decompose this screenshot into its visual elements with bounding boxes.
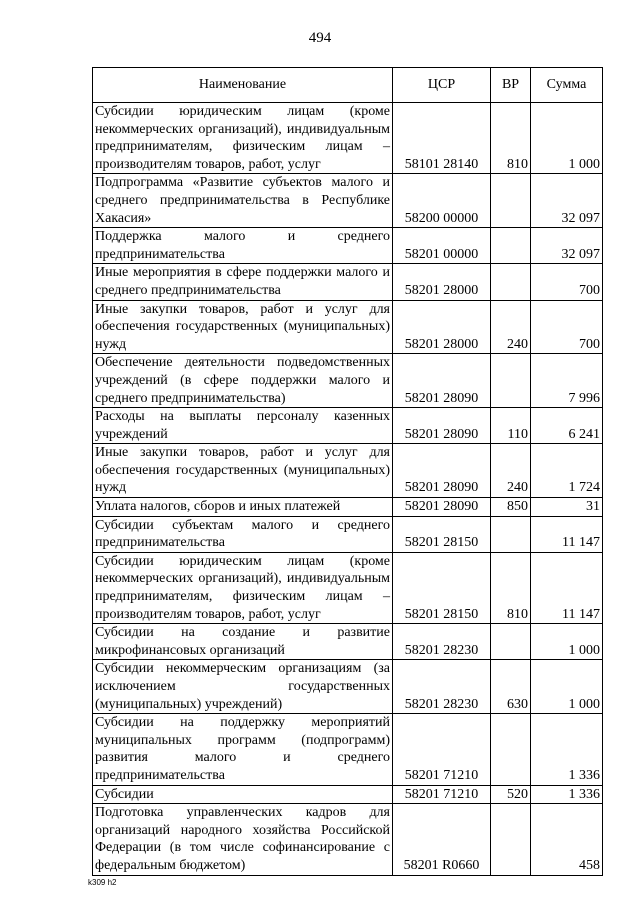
row-vr: 810 (491, 103, 531, 174)
row-sum: 1 336 (531, 785, 603, 804)
row-csr: 58201 28230 (393, 624, 491, 660)
row-sum: 7 996 (531, 354, 603, 408)
header-vr: ВР (491, 68, 531, 103)
row-sum: 1 000 (531, 624, 603, 660)
row-sum: 1 336 (531, 714, 603, 785)
row-vr: 240 (491, 300, 531, 354)
budget-table (92, 67, 603, 876)
table-row (93, 785, 603, 804)
row-csr: 58201 28090 (393, 444, 491, 498)
row-vr: 240 (491, 444, 531, 498)
row-csr: 58201 71210 (393, 714, 491, 785)
row-vr (491, 174, 531, 228)
row-vr (491, 624, 531, 660)
row-vr: 810 (491, 552, 531, 623)
row-sum: 700 (531, 264, 603, 300)
row-sum: 458 (531, 804, 603, 875)
row-name: Субсидии юридическим лицам (кроме некоммерческих организаций), индивидуальным предпринимателям, физическим лицам – производителям товаров, работ, услуг (93, 103, 393, 174)
row-sum: 1 724 (531, 444, 603, 498)
table-row (93, 552, 603, 623)
row-vr (491, 714, 531, 785)
row-csr: 58101 28140 (393, 103, 491, 174)
row-vr: 630 (491, 660, 531, 714)
row-sum: 32 097 (531, 174, 603, 228)
row-sum: 32 097 (531, 228, 603, 264)
row-vr: 110 (491, 408, 531, 444)
row-csr: 58201 00000 (393, 228, 491, 264)
row-csr: 58201 28000 (393, 264, 491, 300)
table-row (93, 354, 603, 408)
row-sum: 6 241 (531, 408, 603, 444)
row-name: Расходы на выплаты персоналу казенных учреждений (93, 408, 393, 444)
row-csr: 58201 28090 (393, 354, 491, 408)
table-row (93, 228, 603, 264)
row-name: Иные закупки товаров, работ и услуг для обеспечения государственных (муниципальных) нужд (93, 444, 393, 498)
row-csr: 58201 28090 (393, 408, 491, 444)
row-name: Иные закупки товаров, работ и услуг для обеспечения государственных (муниципальных) нужд (93, 300, 393, 354)
row-name: Уплата налогов, сборов и иных платежей (93, 498, 393, 517)
row-name: Субсидии на поддержку мероприятий муниципальных программ (подпрограмм) развития малого и среднего предпринимательства (93, 714, 393, 785)
row-name: Поддержка малого и среднего предпринимательства (93, 228, 393, 264)
row-vr (491, 228, 531, 264)
row-csr: 58201 28150 (393, 516, 491, 552)
row-sum: 1 000 (531, 103, 603, 174)
row-sum: 31 (531, 498, 603, 517)
row-sum: 11 147 (531, 516, 603, 552)
header-sum: Сумма (531, 68, 603, 103)
row-vr (491, 804, 531, 875)
table-row (93, 444, 603, 498)
table-header-row (93, 68, 603, 103)
row-name: Субсидии на создание и развитие микрофинансовых организаций (93, 624, 393, 660)
table-row (93, 264, 603, 300)
table-row (93, 804, 603, 875)
row-name: Подготовка управленческих кадров для организаций народного хозяйства Российской Федерации (в том числе софинансирование с федеральным бюджетом) (93, 804, 393, 875)
table-row (93, 498, 603, 517)
row-name: Подпрограмма «Развитие субъектов малого и среднего предпринимательства в Республике Хакасия» (93, 174, 393, 228)
table-row (93, 408, 603, 444)
table-row (93, 714, 603, 785)
row-vr (491, 264, 531, 300)
row-csr: 58201 28090 (393, 498, 491, 517)
table-row (93, 624, 603, 660)
page-number: 494 (308, 30, 332, 46)
row-csr: 58200 00000 (393, 174, 491, 228)
row-csr: 58201 28230 (393, 660, 491, 714)
row-name: Иные мероприятия в сфере поддержки малого и среднего предпринимательства (93, 264, 393, 300)
table-row (93, 103, 603, 174)
table-row (93, 174, 603, 228)
row-csr: 58201 28150 (393, 552, 491, 623)
row-sum: 1 000 (531, 660, 603, 714)
footer-code: k309 h2 (88, 878, 117, 887)
header-name: Наименование (93, 68, 393, 103)
row-vr: 850 (491, 498, 531, 517)
row-vr: 520 (491, 785, 531, 804)
table-row (93, 660, 603, 714)
table-row (93, 516, 603, 552)
row-name: Субсидии (93, 785, 393, 804)
header-csr: ЦСР (393, 68, 491, 103)
row-csr: 58201 28000 (393, 300, 491, 354)
row-csr: 58201 71210 (393, 785, 491, 804)
row-csr: 58201 R0660 (393, 804, 491, 875)
row-name: Субсидии некоммерческим организациям (за исключением государственных (муниципальных) учреждений) (93, 660, 393, 714)
row-name: Субсидии субъектам малого и среднего предпринимательства (93, 516, 393, 552)
row-name: Субсидии юридическим лицам (кроме некоммерческих организаций), индивидуальным предпринимателям, физическим лицам – производителям товаров, работ, услуг (93, 552, 393, 623)
row-vr (491, 516, 531, 552)
row-vr (491, 354, 531, 408)
table-row (93, 300, 603, 354)
row-name: Обеспечение деятельности подведомственных учреждений (в сфере поддержки малого и среднего предпринимательства) (93, 354, 393, 408)
row-sum: 11 147 (531, 552, 603, 623)
row-sum: 700 (531, 300, 603, 354)
